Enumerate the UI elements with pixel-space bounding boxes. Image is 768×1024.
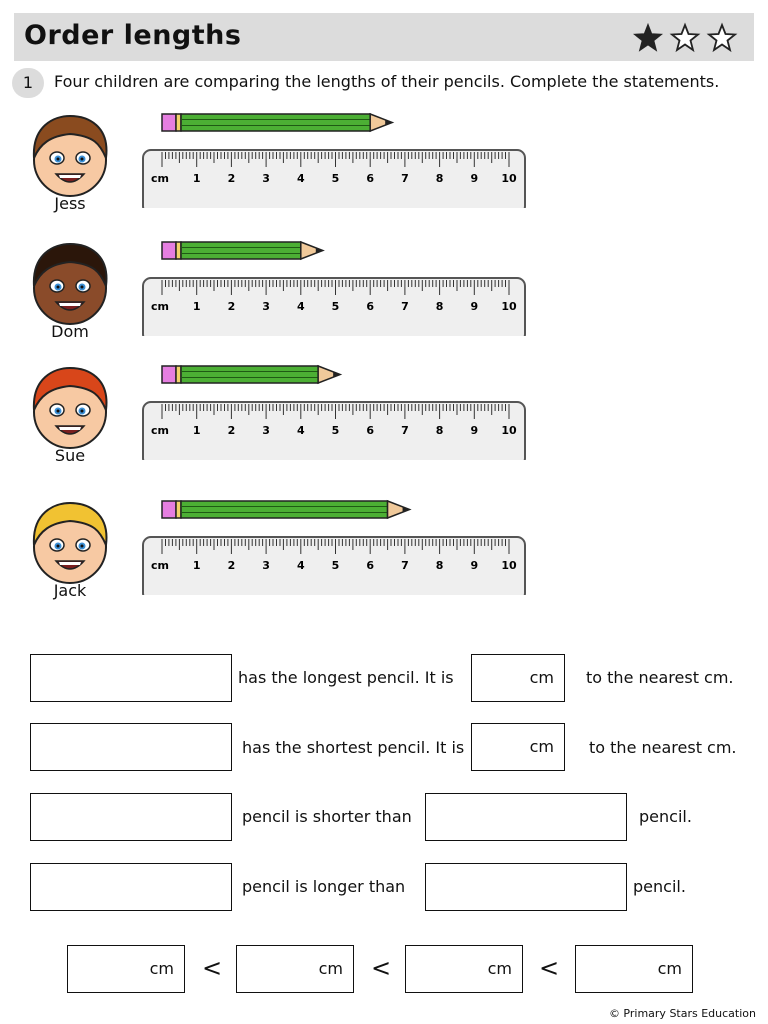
ruler-number: 7 bbox=[401, 300, 409, 313]
statement-longest-tail: to the nearest cm. bbox=[586, 668, 734, 687]
ruler-number: 1 bbox=[192, 424, 201, 437]
statement-longer-text: pencil is longer than bbox=[242, 877, 406, 896]
ruler-number: 10 bbox=[501, 424, 517, 437]
pencil-image bbox=[158, 238, 458, 264]
unit-label: cm bbox=[529, 668, 554, 687]
statement-shorter-text: pencil is shorter than bbox=[242, 807, 412, 826]
child-row bbox=[0, 110, 768, 220]
child-row bbox=[0, 362, 768, 472]
ruler-number: 8 bbox=[435, 300, 444, 313]
longer-second-box[interactable] bbox=[425, 863, 627, 911]
pencil-image bbox=[158, 110, 458, 136]
statement-longest-text: has the longest pencil. It is bbox=[238, 668, 454, 687]
unit-label: cm bbox=[149, 959, 174, 978]
ruler-image bbox=[140, 388, 530, 460]
ruler-unit-label: cm bbox=[151, 172, 169, 185]
longest-name-box[interactable] bbox=[30, 654, 232, 702]
ruler-number: 1 bbox=[192, 559, 201, 572]
ruler-number: 2 bbox=[227, 559, 236, 572]
child-face-icon bbox=[24, 110, 116, 202]
pencil-image bbox=[158, 497, 458, 523]
difficulty-stars bbox=[632, 22, 742, 54]
filled-star-icon bbox=[635, 25, 661, 50]
ruler-number: 2 bbox=[227, 172, 236, 185]
ruler-number: 5 bbox=[331, 559, 340, 572]
statement-shortest-text: has the shortest pencil. It is bbox=[242, 738, 465, 757]
child-name: Jess bbox=[54, 194, 86, 213]
ruler-number: 6 bbox=[366, 559, 375, 572]
statement-shorter-tail: pencil. bbox=[639, 807, 692, 826]
less-than-symbol: < bbox=[539, 954, 560, 982]
ruler-number: 1 bbox=[192, 172, 201, 185]
ruler-number: 4 bbox=[296, 424, 305, 437]
ruler-number: 10 bbox=[501, 300, 517, 313]
child-face-icon bbox=[24, 238, 116, 330]
page-title: Order lengths bbox=[24, 20, 242, 51]
ruler-number: 9 bbox=[470, 172, 479, 185]
ruler-number: 10 bbox=[501, 559, 517, 572]
ruler-number: 3 bbox=[262, 559, 270, 572]
order-box-1[interactable] bbox=[67, 945, 185, 993]
question-text: Four children are comparing the lengths of their pencils. Complete the statements. bbox=[54, 72, 720, 91]
ruler-number: 5 bbox=[331, 424, 340, 437]
unit-label: cm bbox=[318, 959, 343, 978]
shortest-name-box[interactable] bbox=[30, 723, 232, 771]
unit-label: cm bbox=[529, 737, 554, 756]
ruler-unit-label: cm bbox=[151, 424, 169, 437]
shorter-second-box[interactable] bbox=[425, 793, 627, 841]
ruler-number: 8 bbox=[435, 559, 444, 572]
ruler-number: 7 bbox=[401, 172, 409, 185]
child-row bbox=[0, 497, 768, 607]
child-name: Sue bbox=[54, 446, 86, 465]
child-row bbox=[0, 238, 768, 348]
ruler-number: 6 bbox=[366, 424, 375, 437]
statement-shortest-tail: to the nearest cm. bbox=[589, 738, 737, 757]
order-box-3[interactable] bbox=[405, 945, 523, 993]
empty-star-icon bbox=[672, 25, 698, 50]
less-than-symbol: < bbox=[371, 954, 392, 982]
ruler-image bbox=[140, 523, 530, 595]
ruler-number: 9 bbox=[470, 424, 479, 437]
empty-star-icon bbox=[709, 25, 735, 50]
longer-first-box[interactable] bbox=[30, 863, 232, 911]
ruler-number: 3 bbox=[262, 300, 270, 313]
unit-label: cm bbox=[657, 959, 682, 978]
ruler-number: 9 bbox=[470, 300, 479, 313]
ruler-number: 6 bbox=[366, 300, 375, 313]
pencil-image bbox=[158, 362, 458, 388]
ruler-number: 7 bbox=[401, 559, 409, 572]
child-name: Jack bbox=[53, 581, 87, 600]
order-box-4[interactable] bbox=[575, 945, 693, 993]
shorter-first-box[interactable] bbox=[30, 793, 232, 841]
statement-longer-tail: pencil. bbox=[633, 877, 686, 896]
ruler-number: 5 bbox=[331, 300, 340, 313]
ruler-number: 9 bbox=[470, 559, 479, 572]
ruler-image bbox=[140, 264, 530, 336]
ruler-unit-label: cm bbox=[151, 559, 169, 572]
ruler-number: 4 bbox=[296, 300, 305, 313]
unit-label: cm bbox=[487, 959, 512, 978]
less-than-symbol: < bbox=[202, 954, 223, 982]
ruler-unit-label: cm bbox=[151, 300, 169, 313]
ruler-number: 4 bbox=[296, 172, 305, 185]
longest-length-box[interactable] bbox=[471, 654, 565, 702]
ruler-number: 6 bbox=[366, 172, 375, 185]
copyright-credit: © Primary Stars Education bbox=[608, 1007, 756, 1020]
child-face-icon bbox=[24, 362, 116, 454]
ruler-number: 8 bbox=[435, 424, 444, 437]
ruler-number: 2 bbox=[227, 300, 236, 313]
ruler-image bbox=[140, 136, 530, 208]
shortest-length-box[interactable] bbox=[471, 723, 565, 771]
ruler-number: 7 bbox=[401, 424, 409, 437]
order-box-2[interactable] bbox=[236, 945, 354, 993]
ruler-number: 1 bbox=[192, 300, 201, 313]
ruler-number: 2 bbox=[227, 424, 236, 437]
child-name: Dom bbox=[51, 322, 89, 341]
title-bar bbox=[14, 13, 754, 61]
question-number: 1 bbox=[12, 68, 44, 98]
ruler-number: 3 bbox=[262, 172, 270, 185]
ruler-number: 5 bbox=[331, 172, 340, 185]
ruler-number: 3 bbox=[262, 424, 270, 437]
ruler-number: 4 bbox=[296, 559, 305, 572]
ruler-number: 10 bbox=[501, 172, 517, 185]
ruler-number: 8 bbox=[435, 172, 444, 185]
child-face-icon bbox=[24, 497, 116, 589]
